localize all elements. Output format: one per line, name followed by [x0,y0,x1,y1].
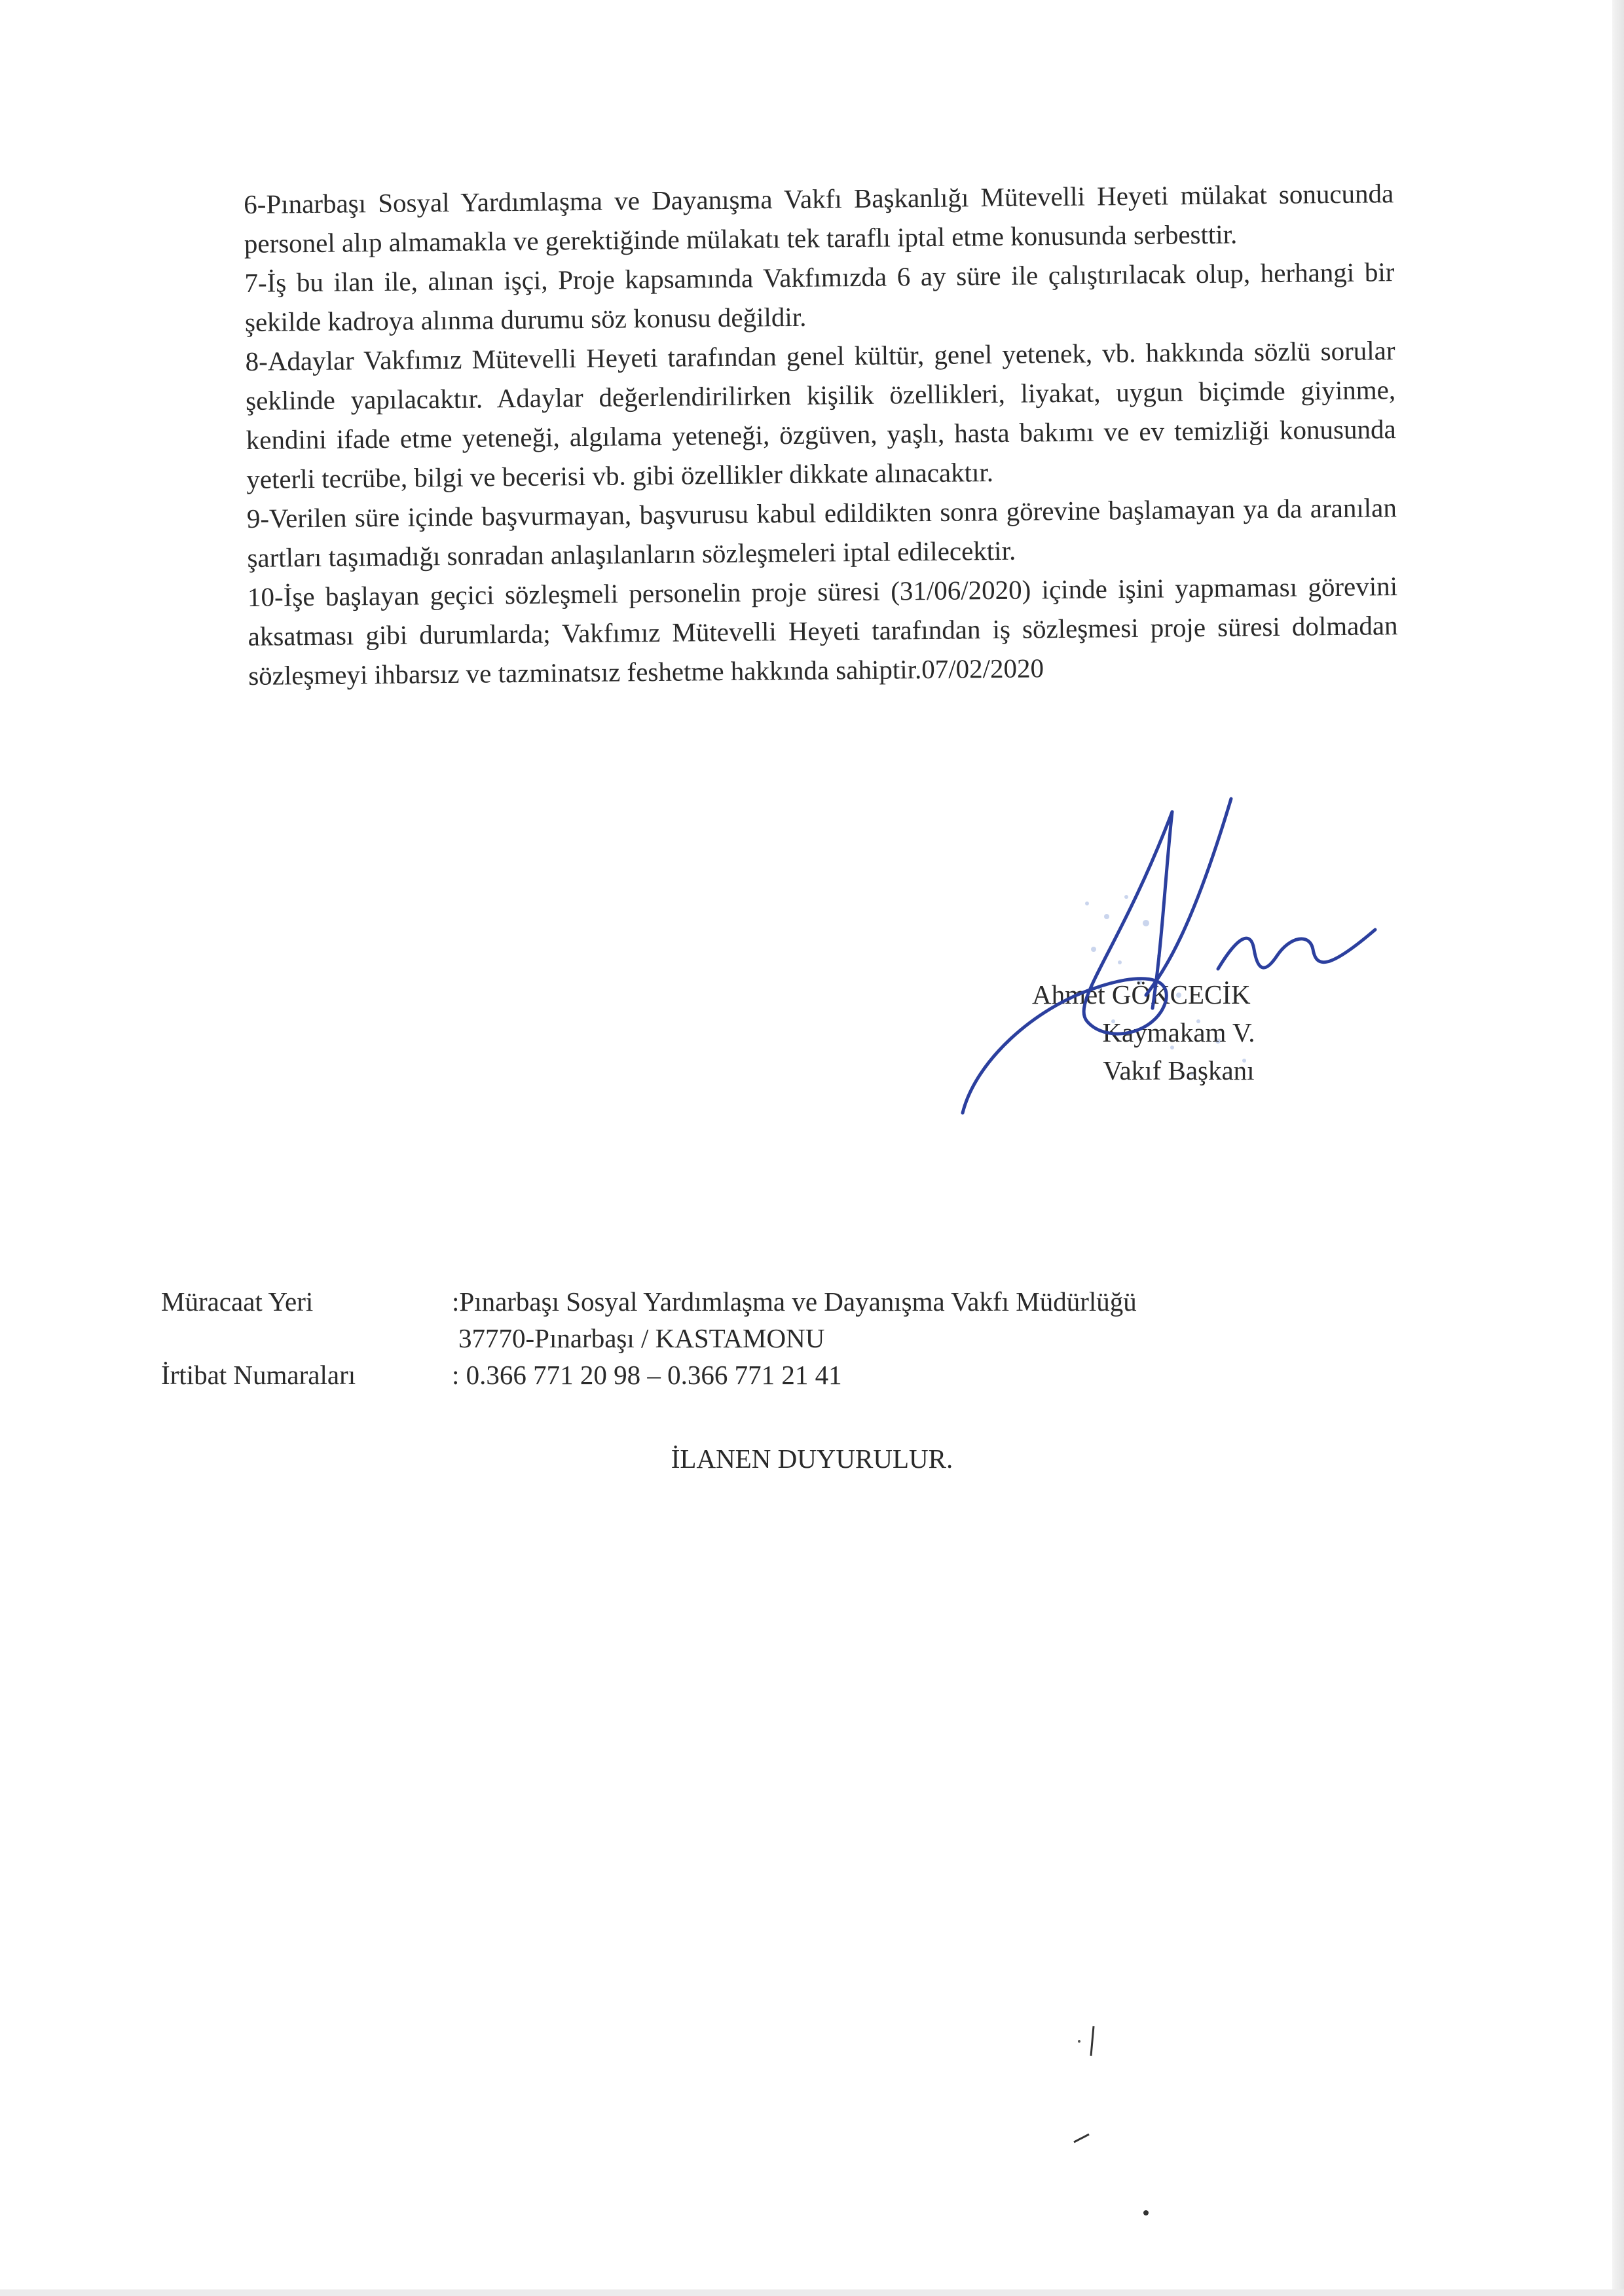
phone-label: İrtibat Numaraları [161,1360,356,1390]
scan-artifact-dash [1071,2128,1097,2147]
paragraph-10: 10-İşe başlayan geçici sözleşmeli personelin proje süresi (31/06/2020) içinde işini yapmaması görevini aksatması gibi durumlarda; Vakfımız Mütevelli Heyeti tarafından iş sözleşmesi proje süresi dolmadan sözleşmeyi ihbarsız ve tazminatsız feshetme hakkında sahiptir.07/02/2020 [247,571,1398,691]
paragraph-8: 8-Adaylar Vakfımız Mütevelli Heyeti tarafından genel kültür, genel yetenek, vb. hakkında sözlü sorular şeklinde yapılacaktır. Adaylar değerlendirilirken kişilik özellikleri, liyakat, uygun biçimde giyinme, kendini ifade etme yeteneği, algılama yeteneği, özgüven, yaşlı, hasta bakımı ve ev temizliği konusunda yeterli tecrübe, bilgi ve becerisi vb. gibi özellikler dikkate alınacaktır. [245,335,1396,494]
address-row [161,1283,1405,1357]
announcement-body [244,173,1398,695]
handwritten-signature [956,773,1414,1139]
address-line-2: 37770-Pınarbaşı / KASTAMONU [458,1323,825,1353]
page-bottom-edge [0,2289,1624,2296]
signatory-name: Ahmet GÖKCECİK [1032,979,1251,1010]
page-edge-shadow [1612,0,1624,2296]
phone-numbers: : 0.366 771 20 98 – 0.366 771 21 41 [452,1360,842,1390]
address-value [452,1283,1137,1357]
address-label: Müracaat Yeri [161,1286,314,1317]
signatory-title: Kaymakam V. [1102,1017,1255,1048]
phone-row [161,1357,1405,1393]
scan-artifact-dot [1139,2206,1153,2219]
paragraph-9: 9-Verilen süre içinde başvurmayan, başvurusu kabul edildikten sonra görevine başlamayan ya da aranılan şartları taşımadığı sonradan anlaşılanların sözleşmeleri iptal edilecektir. [246,492,1397,573]
scan-artifact-mark [1074,2023,1113,2062]
phone-value [452,1357,842,1393]
address-line-1: :Pınarbaşı Sosyal Yardımlaşma ve Dayanışma Vakfı Müdürlüğü [452,1286,1137,1317]
paragraph-6: 6-Pınarbaşı Sosyal Yardımlaşma ve Dayanışma Vakfı Başkanlığı Mütevelli Heyeti mülakat sonucunda personel alıp almamakla ve gerektiğinde mülakatı tek taraflı iptal etme konusunda serbesttir. [244,178,1394,259]
closing-announcement: İLANEN DUYURULUR. [671,1444,953,1474]
signatory-role: Vakıf Başkanı [1103,1055,1255,1085]
contact-info [161,1283,1405,1393]
paragraph-7: 7-İş bu ilan ile, alınan işçi, Proje kapsamında Vakfımızda 6 ay süre ile çalıştırılacak olup, herhangi bir şekilde kadroya alınma durumu söz konusu değildir. [244,257,1395,337]
